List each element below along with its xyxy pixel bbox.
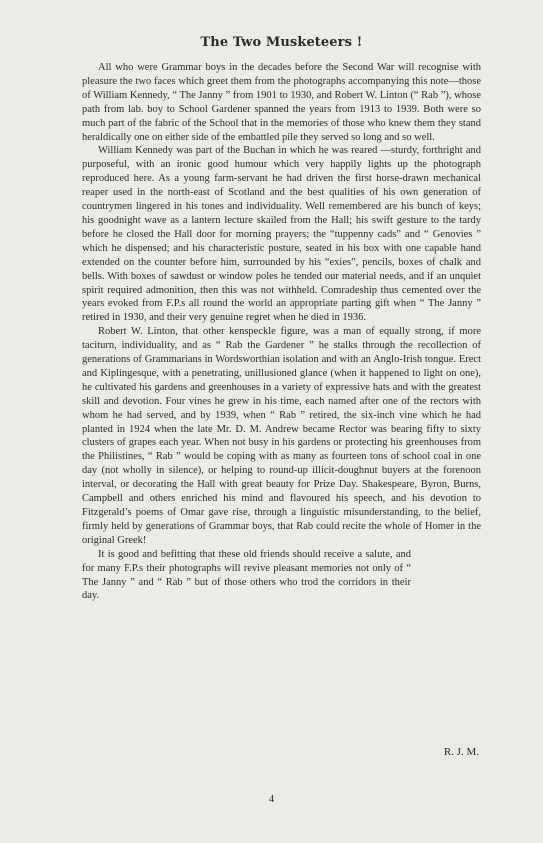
- author-signature: R. J. M.: [443, 746, 479, 758]
- paragraph-intro: All who were Grammar boys in the decades before the Second War will recognise with pleasure the two faces which greet them from the photographs accompanying this note—those of William Kennedy, “ The Janny ” from 1901 to 1930, and Robert W. Linton (“ Rab ”), whose path from lab. boy to School Gardener spanned the years from 1913 to 1939. Both were so much part of the fabric of the School that in the memories of those who knew them they stand heraldically one on either side of the embattled pile they served so long and so well.: [82, 62, 481, 143]
- paragraph-kennedy: William Kennedy was part of the Buchan in which he was reared —sturdy, forthright and purposeful, with an ironic good humour which very happily lights up the photograph reproduced here. As a young farm-servant he had driven the first horse-drawn mechanical reaper used in the north-east of Scotland and the best qualities of his own generation of countrymen lingered in his tones and individuality. Well remembered are his bunch of keys; his goodnight wave as a lantern lecture skailed from the Hall; his swift gesture to the tardy before he closed the Hall door for morning prayers; the “tuppenny cads” and “ Genovies ” which he dispensed; and his characteristic posture, seated in his box with one capable hand extended on the counter before him, surrounded by his “exies”, pencils, boxes of chalk and bells. With boxes of sawdust or window poles he tended our material needs, and if an unquiet spirit required admonition, then this was not withheld. Comradeship thus cemented over the years evoked from F.P.s all round the world an appropriate parting gift when “ The Janny ” retired in 1930, and their very genuine regret when he died in 1936.: [82, 145, 481, 324]
- page-number: 4: [268, 794, 275, 805]
- paragraph-closing: It is good and befitting that these old friends should receive a salute, and for many F.P.s their photographs will revive pleasant memories not only of “ The Janny ” and “ Rab ” but of those others who trod the corridors in their day.: [82, 548, 411, 602]
- page-title: The Two Musketeers !: [200, 35, 363, 50]
- paragraph-linton: Robert W. Linton, that other kenspeckle figure, was a man of equally strong, if more taciturn, individuality, and as “ Rab the Gardener ” he stalks through the recollection of generations of Grammarians in Wordsworthian isolation and with an Anglo-Irish tongue. Erect and Kiplingesque, with a penetrating, unillusioned glance (when it happened to light on one), he cultivated his gardens and greenhouses in a variety of expressive hats and with the greatest skill and devotion. Four vines he grew in his time, each named after one of the rectors with whom he had served, and by 1939, when “ Rab ” retired, the six-inch vine which he had planted in 1924 when the late Mr. D. M. Andrew became Rector was bearing fifty to sixty clusters of grapes each year. When not busy in his gardens or protecting his greenhouses from the Philistines, “ Rab ” would be coping with as many as fourteen tons of school coal in one day (not wholly in silence), or helping to round-up illicit-doughnut buyers at the forenoon interval, or decorating the Hall with great beauty for Prize Day. Shakespeare, Byron, Burns, Campbell and others enriched his mind and flavoured his speech, and his devotion to Fitzgerald’s poems of Omar gave rise, through a linguistic misunderstanding, to the belief, firmly held by generations of Grammar boys, that Rab could recite the whole of Homer in the original Greek!: [82, 326, 481, 546]
